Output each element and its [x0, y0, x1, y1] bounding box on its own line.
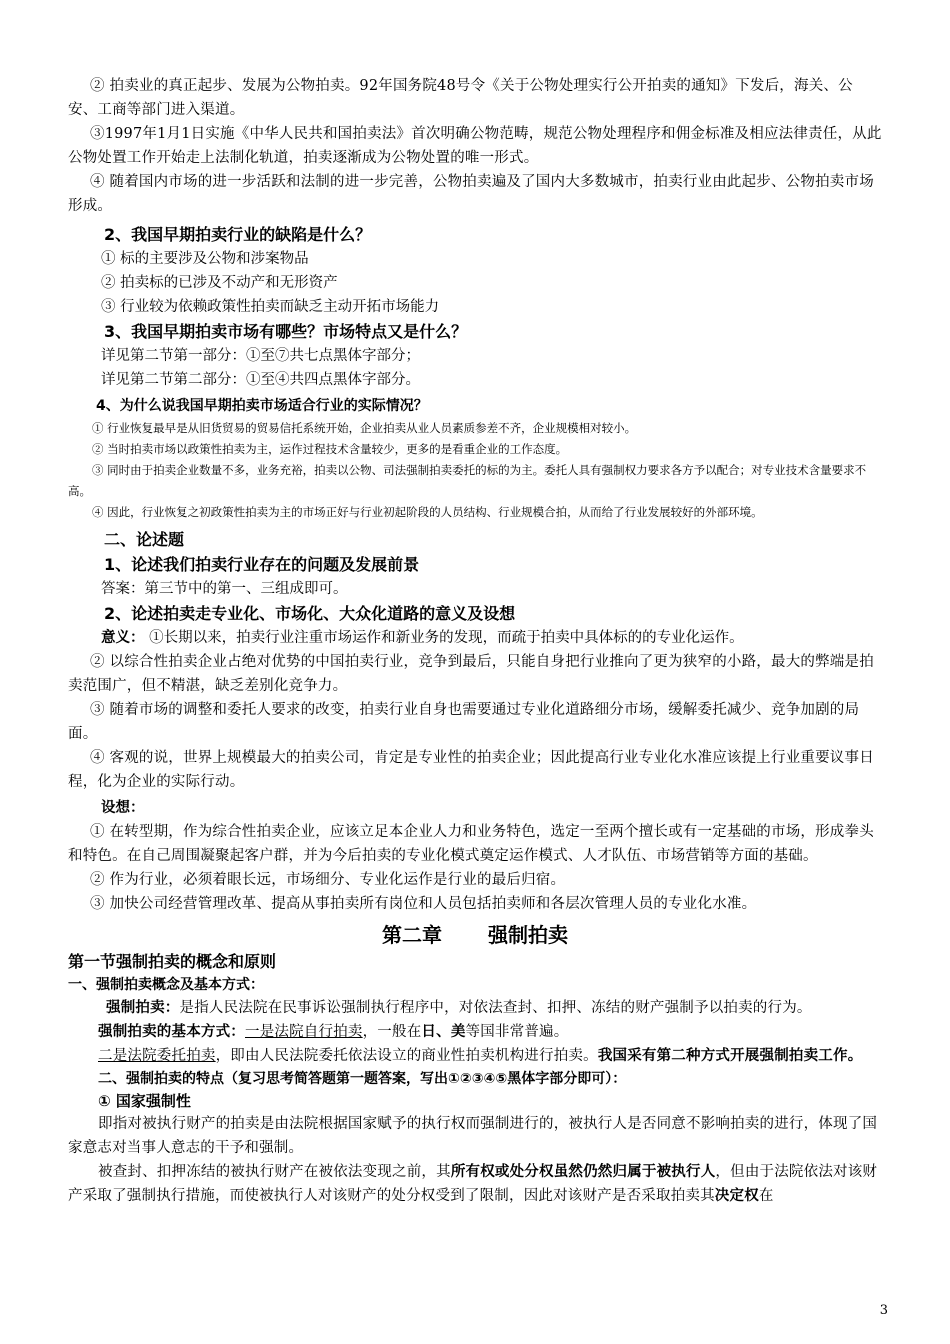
list-item: ④ 因此，行业恢复之初政策性拍卖为主的市场正好与行业初起阶段的人员结构、行业规模合拍，从而给了行业发展较好的外部环境。 — [92, 505, 763, 519]
list-item: 详见第二节第一部分：①至⑦共七点黑体字部分； — [101, 348, 420, 364]
text-span: 在 — [758, 1188, 774, 1204]
question-heading: 3、我国早期拍卖市场有哪些？市场特点又是什么？ — [104, 322, 468, 341]
mode1-desc-end: 等国非常普遍。 — [465, 1024, 569, 1040]
paragraph: ② 以综合性拍卖企业占绝对优势的中国拍卖行业，竞争到最后，只能自身把行业推向了更为狭窄的小路，最大的弊端是拍卖范围广，但不精湛，缺乏差别化竞争力。 — [68, 654, 874, 694]
paragraph: ① 在转型期，作为综合性拍卖企业，应该立足本企业人力和业务特色，选定一至两个擅长或有一定基础的市场，形成拳头和特色。在自己周围凝聚起客户群，并为今后拍卖的专业化模式奠定运作模式、人才队伍、市场营销等方面的基础。 — [68, 824, 874, 864]
text-span: ，但由于法院依法对该财产采取了强制执行措施，而使被执行人对该财产的处分权受到了限制，因此对该财产是否采取拍卖其 — [68, 1164, 878, 1204]
list-item: ① 行业恢复最早是从旧货贸易的贸易信托系统开始，企业拍卖从业人员素质参差不齐，企业规模相对较小。 — [92, 421, 637, 435]
modes-paragraph — [68, 1020, 882, 1044]
mode2-emphasis: 我国采有第二种方式开展强制拍卖工作。 — [597, 1048, 863, 1064]
list-item: ③ 行业较为依赖政策性拍卖而缺乏主动开拓市场能力 — [101, 299, 440, 315]
meaning-text: ①长期以来，拍卖行业注重市场运作和新业务的发现，而疏于拍卖中具体标的的专业化运作。 — [149, 630, 744, 646]
plan-label-text: 设想： — [101, 800, 145, 816]
section-heading: 二、论述题 — [104, 530, 185, 549]
plan-label — [68, 796, 882, 820]
chapter-name: 强制拍卖 — [488, 923, 568, 947]
paragraph: ③ 随着市场的调整和委托人要求的改变，拍卖行业自身也需要通过专业化道路细分市场，缓解委托减少、竞争加剧的局面。 — [68, 702, 860, 742]
paragraph: ② 作为行业，必须着眼长远，市场细分、专业化运作是行业的最后归宿。 — [90, 872, 566, 888]
mode1-text: 一是法院自行拍卖 — [245, 1024, 363, 1040]
page-number: 3 — [879, 1303, 888, 1318]
definition-label: 强制拍卖： — [106, 1000, 180, 1016]
meaning-label: 意义： — [101, 630, 145, 646]
list-item: ① 标的主要涉及公物和涉案物品 — [101, 251, 309, 267]
text-span: 被查封、扣押冻结的被执行财产在被依法变现之前，其 — [98, 1164, 451, 1180]
list-item: ③ 同时由于拍卖企业数量不多，业务充裕，拍卖以公物、司法强制拍卖委托的标的为主。委托人具有强制权力要求各方予以配合；对专业技术含量要求不高。 — [68, 463, 867, 498]
question-heading: 1、论述我们拍卖行业存在的问题及发展前景 — [104, 555, 420, 574]
chapter-title — [68, 920, 882, 950]
subsection-title: 一、强制拍卖概念及基本方式： — [68, 977, 264, 993]
question-heading: 2、我国早期拍卖行业的缺陷是什么？ — [104, 225, 372, 244]
paragraph: ④ 客观的说，世界上规模最大的拍卖公司，肯定是专业性的拍卖企业；因此提高行业专业化水准应该提上行业重要议事日程，化为企业的实际行动。 — [68, 750, 874, 790]
definition-text: 是指人民法院在民事诉讼强制执行程序中，对依法查封、扣押、冻结的财产强制予以拍卖的行为。 — [179, 1000, 812, 1016]
list-item: 详见第二节第二部分：①至④共四点黑体字部分。 — [101, 372, 420, 388]
bold-span: 所有权或处分权虽然仍然归属于被执行人 — [450, 1164, 716, 1180]
question-heading: 2、论述拍卖走专业化、市场化、大众化道路的意义及设想 — [104, 604, 516, 623]
mode1-desc: ，一般在 — [362, 1024, 422, 1040]
mode1-countries: 日、美 — [421, 1024, 466, 1040]
list-item: ② 拍卖标的已涉及不动产和无形资产 — [101, 275, 338, 291]
chapter-number: 第二章 — [382, 923, 442, 947]
document-page — [68, 74, 882, 1208]
list-item: ② 当时拍卖市场以政策性拍卖为主，运作过程技术含量较少，更多的是看重企业的工作态度。 — [92, 442, 568, 456]
bold-span: 决定权 — [714, 1188, 759, 1204]
subsection-title: 二、强制拍卖的特点（复习思考简答题第一题答案，写出①②③④⑤黑体字部分即可）： — [98, 1071, 627, 1087]
paragraph: ② 拍卖业的真正起步、发展为公物拍卖。92年国务院48号令《关于公物处理实行公开拍卖的通知》下发后，海关、公安、工商等部门进入渠道。 — [68, 78, 853, 118]
answer-text: 答案：第三节中的第一、三组成即可。 — [101, 581, 348, 597]
mode2-desc: ，即由人民法院委托依法设立的商业性拍卖机构进行拍卖。 — [215, 1048, 598, 1064]
paragraph: ④ 随着国内市场的进一步活跃和法制的进一步完善，公物拍卖遍及了国内大多数城市，拍卖行业由此起步、公物拍卖市场形成。 — [68, 174, 874, 214]
mode2-paragraph — [68, 1044, 882, 1068]
question-heading: 4、为什么说我国早期拍卖市场适合行业的实际情况？ — [96, 398, 428, 414]
paragraph: 即指对被执行财产的拍卖是由法院根据国家赋予的执行权而强制进行的，被执行人是否同意不影响拍卖的进行，体现了国家意志对当事人意志的干予和强制。 — [68, 1116, 878, 1156]
section-title: 第一节强制拍卖的概念和原则 — [68, 952, 277, 971]
mode2-text: 二是法院委托拍卖 — [98, 1048, 216, 1064]
modes-label: 强制拍卖的基本方式： — [98, 1024, 245, 1040]
paragraph: ③ 加快公司经营管理改革、提高从事拍卖所有岗位和人员包括拍卖师和各层次管理人员的专业化水准。 — [90, 896, 757, 912]
meaning-paragraph — [68, 626, 882, 650]
definition-paragraph — [68, 996, 882, 1020]
paragraph — [68, 1160, 882, 1208]
feature-title: ① 国家强制性 — [98, 1092, 191, 1110]
paragraph: ③1997年1月1日实施《中华人民共和国拍卖法》首次明确公物范畴，规范公物处理程序和佣金标准及相应法律责任，从此公物处置工作开始走上法制化轨道，拍卖逐渐成为公物处置的唯一形式。 — [68, 126, 882, 166]
